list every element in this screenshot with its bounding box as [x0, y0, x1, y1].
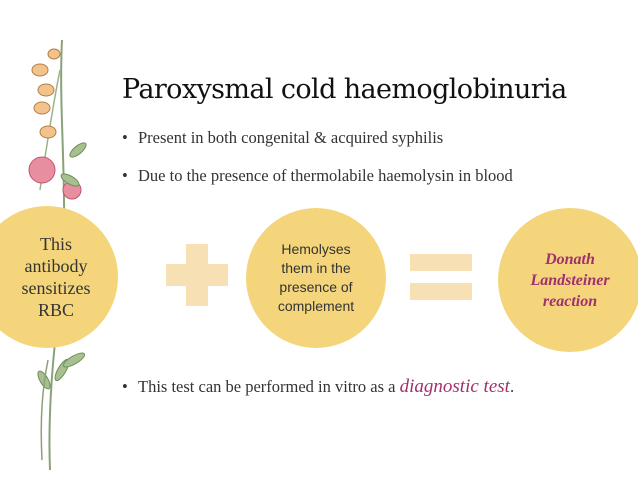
- reaction-circle: [498, 208, 638, 352]
- circle-line: Hemolyses: [281, 241, 351, 257]
- bullet-dot: •: [122, 377, 128, 396]
- bullet-haemolysin: [122, 166, 513, 186]
- slide-title: Paroxysmal cold haemoglobinuria: [122, 74, 567, 105]
- circle-line: This: [39, 234, 72, 254]
- bullet-text: Present in both congenital & acquired syphilis: [138, 128, 444, 147]
- circle-line: presence of: [279, 279, 353, 295]
- hemolysis-circle: [246, 208, 386, 348]
- bullet-syphilis: [122, 128, 443, 148]
- bullet-text: This test can be performed in vitro as a: [138, 377, 400, 396]
- equals-icon: [410, 254, 472, 300]
- plus-icon: [166, 244, 228, 306]
- circle-line: reaction: [542, 292, 598, 310]
- circle-line: Landsteiner: [530, 271, 610, 289]
- diagnostic-test-emphasis: diagnostic test: [399, 376, 510, 397]
- circle-line: RBC: [37, 300, 75, 320]
- bullet-diagnostic: [122, 376, 514, 398]
- bullet-end: .: [509, 377, 515, 396]
- circle-line: Donath: [545, 250, 595, 268]
- bullet-dot: •: [122, 166, 128, 185]
- circle-line: antibody: [24, 256, 88, 276]
- bullet-text: Due to the presence of thermolabile haemolysin in blood: [138, 166, 513, 185]
- circle-line: sensitizes: [21, 278, 91, 298]
- circle-line: them in the: [281, 260, 351, 276]
- circle-line: complement: [277, 298, 355, 314]
- bullet-dot: •: [122, 128, 128, 147]
